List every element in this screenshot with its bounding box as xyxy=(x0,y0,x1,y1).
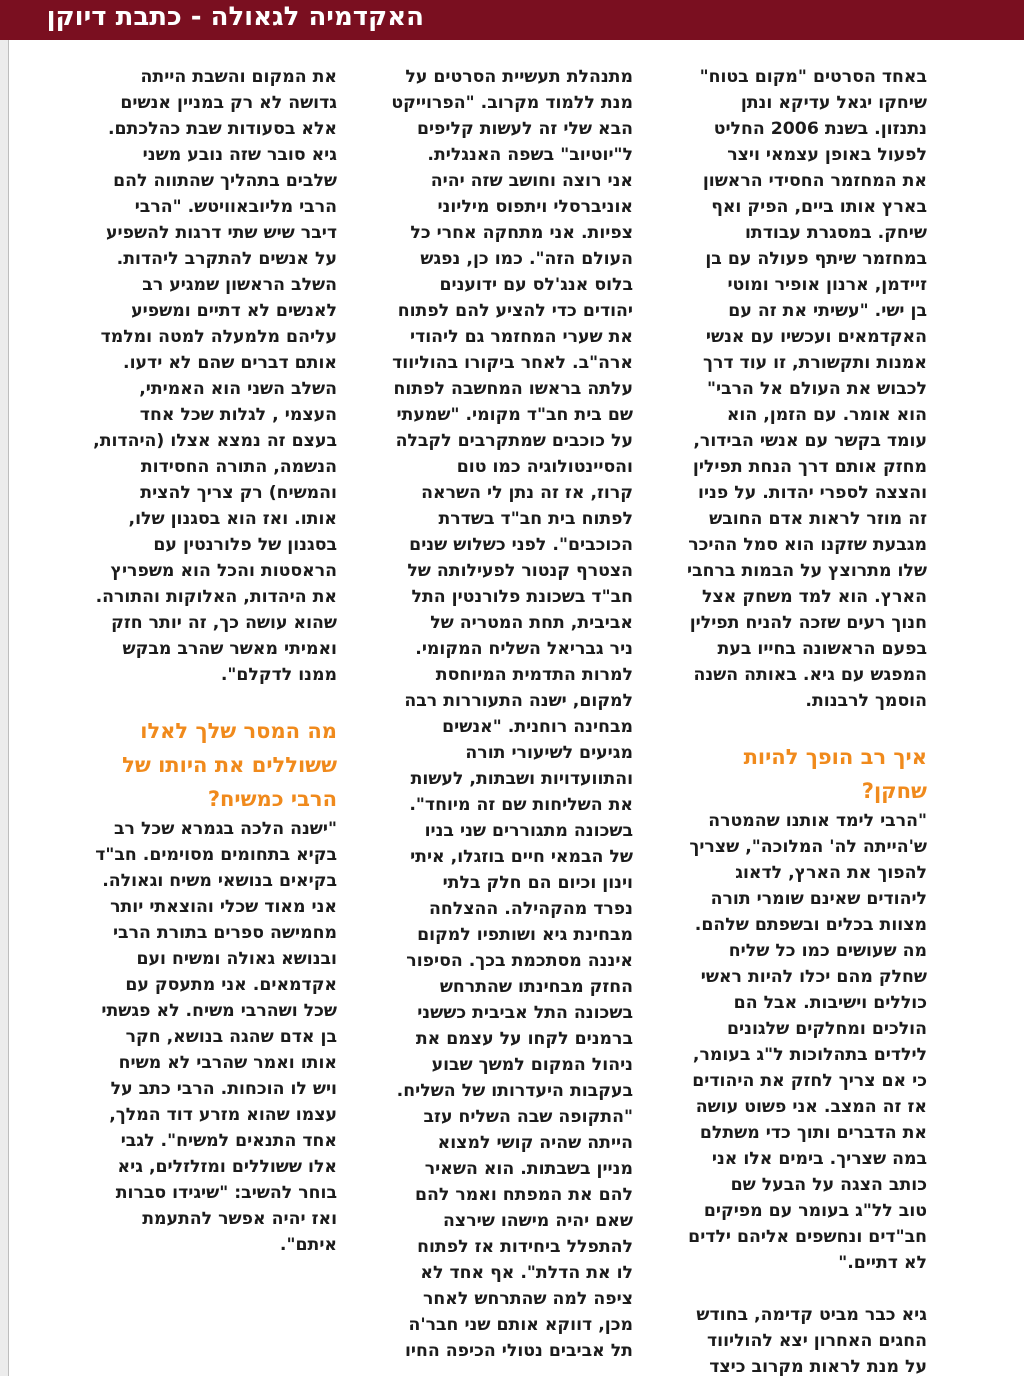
text-line: הכוכבים". לפני כשלוש שנים xyxy=(409,535,633,555)
text-line: אותם דברים שהם לא ידעו. xyxy=(123,353,337,373)
text-line: אז זה המצב. אני פשוט עושה xyxy=(695,1097,927,1117)
text-line: על אנשים להתקרב ליהדות. xyxy=(116,249,337,269)
text-line: ואז יהיה אפשר להתעמת xyxy=(142,1209,337,1229)
text-line: האקדמאים ועכשיו עם אנשי xyxy=(705,327,927,347)
text-line: הנשמה, התורה החסידות xyxy=(140,457,337,477)
text-line: אותו. ואז הוא בסגנון שלו, xyxy=(128,509,337,529)
text-line: ממנו לדקלם". xyxy=(220,665,337,685)
text-line: מה שעושים כמו כל שליח xyxy=(728,941,927,961)
text-line: החגים האחרון יצא להוליווד xyxy=(706,1331,927,1351)
text-line: אמנות ותקשורת, זו עוד דרך xyxy=(703,353,927,373)
text-line: הרבי מליובאוויטש. "הרבי xyxy=(134,197,337,217)
article-column-2 xyxy=(358,64,633,1364)
text-line: למרות התדמית המיוחסת xyxy=(435,665,633,685)
text-line: בשכונה מתגוררים שני בניו xyxy=(424,821,633,841)
text-line: חב"דים ונחשפים אליהם ילדים xyxy=(688,1227,927,1247)
text-line: אותו ואמר שהרבי לא משיח xyxy=(118,1053,337,1073)
section-subheading xyxy=(62,714,337,816)
text-line: בקיאים בנושאי משיח וגאולה. xyxy=(102,871,337,891)
text-line: מבחינת גיא ושותפיו למקום xyxy=(417,925,633,945)
text-line: ברמנים לקחו על עצמם את xyxy=(415,1029,633,1049)
text-line: מבחינה רוחנית. "אנשים xyxy=(442,717,633,737)
text-line: מגבעת שזקנו הוא סמל ההיכר xyxy=(688,535,927,555)
text-line: איתם". xyxy=(279,1235,337,1255)
text-line: הוסמך לרבנות. xyxy=(805,691,927,711)
text-line: שכל ושהרבי משיח. לא פגשתי xyxy=(101,1001,337,1021)
text-line: אני מאוד שכלי והוצאתי יותר xyxy=(110,897,337,917)
text-line: הצטרף קנטור לפעילותה של xyxy=(407,561,633,581)
text-line: והסיינטולוגיה כמו טום xyxy=(456,457,633,477)
text-line: במחזמר שיתף פעולה עם בן xyxy=(705,249,927,269)
text-line: הולכים ומחלקים שלגונים xyxy=(727,1019,927,1039)
article-column-3 xyxy=(62,64,337,1258)
text-line: להתפלל ביחידות אז לפתוח xyxy=(417,1237,633,1257)
text-line: להם את המפתח ואמר להם xyxy=(414,1185,633,1205)
text-line: בוחר להשיב: "שיגידו סברות xyxy=(115,1183,337,1203)
text-line: שלבים בתהליך שהתווה להם xyxy=(113,171,337,191)
text-line: כי אם צריך לחזק את היהודים xyxy=(692,1071,927,1091)
text-line: "ישנה הלכה בגמרא שכל רב xyxy=(114,819,337,839)
text-line: שלו מתרוצץ על הבמות ברחבי xyxy=(687,561,927,581)
paragraph xyxy=(62,816,337,1258)
text-line: ציפה למה שהתרחש לאחר xyxy=(423,1289,633,1309)
text-line: בן ישי. "עשיתי את זה עם xyxy=(728,301,927,321)
text-line: חב"ד בשכונת פלורנטין התל xyxy=(411,587,633,607)
text-line: מנת ללמוד מקרוב. "הפרוייקט xyxy=(391,93,633,113)
text-line: נפרד מהקהילה. ההצלחה xyxy=(429,899,633,919)
text-line: גיא סובר שזה נובע משני xyxy=(142,145,337,165)
text-line: לילדים בתהלוכות ל"ג בעומר, xyxy=(692,1045,927,1065)
text-line: את המחזמר החסידי הראשון xyxy=(702,171,927,191)
text-line: צפיות. אני מתחקה אחרי כל xyxy=(410,223,633,243)
text-line: שאם יהיה מישהו שירצה xyxy=(443,1211,633,1231)
text-line: את המקום והשבת הייתה xyxy=(140,67,337,87)
text-line: אלא בסעודות שבת כהלכתם. xyxy=(107,119,337,139)
text-line: השלב השני הוא האמיתי, xyxy=(139,379,337,399)
paragraph xyxy=(652,64,927,714)
text-line: לא דתיים." xyxy=(838,1253,927,1273)
text-line: לו את הדלת". אף אחד לא xyxy=(420,1263,633,1283)
text-line: בפעם הראשונה בחייו בעת xyxy=(717,639,927,659)
text-line: ש'הייתה לה' המלוכה", שצריך xyxy=(689,837,927,857)
text-line: מצוות בכלים ובשפתם שלהם. xyxy=(694,915,927,935)
text-line: שחלק מהם יכלו להיות ראשי xyxy=(700,967,927,987)
text-line: כוללים וישיבות. אבל הם xyxy=(733,993,927,1013)
text-line: והצצה לספרי יהדות. על פניו xyxy=(698,483,927,503)
text-line: לכבוש את העולם אל הרבי" xyxy=(706,379,927,399)
text-line: מניין בשבתות. הוא השאיר xyxy=(424,1159,633,1179)
text-line: לפתוח בית חב"ד בשדרת xyxy=(438,509,633,529)
article-column-1 xyxy=(652,64,927,1380)
text-line: והתוועדויות ושבתות, לעשות xyxy=(410,769,633,789)
text-line: השלב הראשון שמגיע רב xyxy=(142,275,337,295)
text-line: כותב הצגה על הבעל שם xyxy=(730,1175,927,1195)
section-subheading xyxy=(652,740,927,808)
text-line: עליהם מלמעלה למטה ומלמד xyxy=(100,327,337,347)
text-line: אקדמאים. אני מתעסק עם xyxy=(125,975,337,995)
text-line: "התקופה שבה השליח עזב xyxy=(423,1107,633,1127)
text-line: בקיא בתחומים מסוימים. חב"ד xyxy=(95,845,337,865)
text-line: הוא אומר. עם הזמן, הוא xyxy=(726,405,927,425)
paragraph-gap xyxy=(652,1276,927,1302)
text-line: שהוא עושה כך, זה יותר חזק xyxy=(111,613,337,633)
paragraph xyxy=(652,1302,927,1380)
text-line: תל אביבים נטולי הכיפה החיו xyxy=(405,1341,633,1361)
text-line: והמשיח) רק צריך להצית xyxy=(140,483,337,503)
text-line: להפוך את הארץ, לדאוג xyxy=(735,863,927,883)
text-line: הארץ. הוא למד משחק אצל xyxy=(702,587,927,607)
text-line: מחזק אותם דרך הנחת תפילין xyxy=(692,457,927,477)
text-line: הבא שלי זה לעשות קליפים xyxy=(416,119,633,139)
subheading-line: שחקן? xyxy=(861,779,927,803)
subheading-line: ששוללים את היותו של xyxy=(122,753,337,777)
paragraph xyxy=(358,64,633,1364)
text-line: על מנת לראות מקרוב כיצד xyxy=(709,1357,927,1377)
text-line: הראסטות והכל הוא משפריץ xyxy=(110,561,337,581)
paragraph xyxy=(62,64,337,688)
text-line: בשכונה התל אביבית כששני xyxy=(417,1003,633,1023)
header-bar xyxy=(0,0,1024,40)
text-line: החזק מבחינתו שהתרחש xyxy=(439,977,633,997)
page-title: האקדמיה לגאולה - כתבת דיוקן xyxy=(46,2,424,32)
text-line: מתנהלת תעשיית הסרטים על xyxy=(405,67,633,87)
text-line: אחד התנאים למשיח". לגבי xyxy=(120,1131,337,1151)
text-line: במה שצריך. בימים אלו אני xyxy=(711,1149,927,1169)
text-line: זה מוזר לראות אדם החובש xyxy=(709,509,927,529)
text-line: ואמיתי מאשר שהרב מבקש xyxy=(122,639,337,659)
text-line: ניהול המקום למשך שבוע xyxy=(431,1055,633,1075)
text-line: בסגנון של פלורנטין עם xyxy=(153,535,337,555)
text-line: מחמישה ספרים בתורת הרבי xyxy=(112,923,337,943)
text-line: שיחקו יגאל עדיקא ונתן xyxy=(740,93,927,113)
text-line: למקום, ישנה התעוררות רבה xyxy=(404,691,633,711)
subheading-line: מה המסר שלך לאלו xyxy=(140,719,337,743)
paragraph-gap xyxy=(652,714,927,740)
text-line: את שערי המחזמר גם ליהודי xyxy=(410,327,633,347)
left-page-edge xyxy=(0,40,9,1376)
text-line: העצמי , לגלות שכל אחד xyxy=(139,405,337,425)
text-line: שיחק. במסגרת עבודתו xyxy=(745,223,927,243)
text-line: זיידמן, ארנון אופיר ומוטי xyxy=(727,275,927,295)
text-line: חנוך רעים שזכה להניח תפילין xyxy=(689,613,927,633)
text-line: מגיעים לשיעורי תורה xyxy=(465,743,633,763)
text-line: ויש לו הוכחות. הרבי כתב על xyxy=(110,1079,337,1099)
text-line: בעקבות היעדרותו של השליח. xyxy=(396,1081,633,1101)
subheading-line: הרבי כמשיח? xyxy=(207,787,337,811)
text-line: גדושה לא רק במניין אנשים xyxy=(120,93,337,113)
text-line: בעצם זה נמצא אצלו (היהדות, xyxy=(93,431,337,451)
text-line: טוב לל"ג בעומר עם מפיקים xyxy=(703,1201,927,1221)
text-line: לאנשים לא דתיים ומשפיע xyxy=(131,301,337,321)
text-line: העולם הזה". כמו כן, נפגש xyxy=(420,249,633,269)
text-line: בלוס אנג'לס עם ידוענים xyxy=(439,275,633,295)
subheading-line: איך רב הופך להיות xyxy=(743,745,927,769)
text-line: "הרבי לימד אותנו שהמטרה xyxy=(708,811,927,831)
text-line: עצמו שהוא מזרע דוד המלך, xyxy=(109,1105,337,1125)
text-line: יהודים כדי להציע להם לפתוח xyxy=(397,301,633,321)
text-line: ובנושא גאולה ומשיח ועם xyxy=(136,949,337,969)
paragraph-gap xyxy=(62,688,337,714)
text-line: לפעול באופן עצמאי ויצר xyxy=(727,145,927,165)
text-line: ל"יוטיוב" בשפה האנגלית. xyxy=(427,145,633,165)
text-line: את הדברים ותוך כדי משתלם xyxy=(699,1123,927,1143)
text-line: את היהדות, האלוקות והתורה. xyxy=(95,587,337,607)
text-line: שם בית חב"ד מקומי. "שמעתי xyxy=(396,405,633,425)
text-line: על כוכבים שמתקרבים לקבלה xyxy=(395,431,633,451)
text-line: הייתה שהיה קושי למצוא xyxy=(437,1133,633,1153)
paragraph xyxy=(652,808,927,1276)
text-line: המפגש עם גיא. באותה השנה xyxy=(693,665,927,685)
text-line: עלתה בראשו המחשבה לפתוח xyxy=(393,379,633,399)
text-line: עומד בקשר עם אנשי הבידור, xyxy=(693,431,927,451)
text-line: גיא כבר מביט קדימה, בחודש xyxy=(696,1305,927,1325)
text-line: דיבר שיש שתי דרגות להשפיע xyxy=(106,223,337,243)
text-line: וינון וכיום הם חלק בלתי xyxy=(442,873,633,893)
text-line: אלו ששוללים ומזלזלים, גיא xyxy=(117,1157,337,1177)
text-line: ארה"ב. לאחר ביקורו בהוליווד xyxy=(392,353,633,373)
text-line: של הבמאי חיים בוזגלו, איתי xyxy=(410,847,633,867)
text-line: בארץ אותו ביים, הפיק ואף xyxy=(711,197,927,217)
text-line: איננה מסתכמת בכך. הסיפור xyxy=(406,951,633,971)
text-line: נתנזון. בשנת 2006 החליט xyxy=(713,119,927,139)
text-line: קרוז, אז זה נתן לי השראה xyxy=(421,483,633,503)
text-line: אביבית, תחת המטריה של xyxy=(430,613,633,633)
text-line: אוניברסלי ויתפוס מיליוני xyxy=(437,197,633,217)
text-line: מכן, דווקא אותם שני חבר'ה xyxy=(408,1315,633,1335)
text-line: אני רוצה וחושב שזה יהיה xyxy=(430,171,633,191)
text-line: את השליחות שם זה מיוחד". xyxy=(409,795,633,815)
text-line: באחד הסרטים "מקום בטוח" xyxy=(699,67,927,87)
text-line: בן אדם שהגה בנושא, חקר xyxy=(125,1027,337,1047)
text-line: ליהודים שאינם שומרי תורה xyxy=(710,889,927,909)
text-line: ניר גבריאל השליח המקומי. xyxy=(415,639,633,659)
